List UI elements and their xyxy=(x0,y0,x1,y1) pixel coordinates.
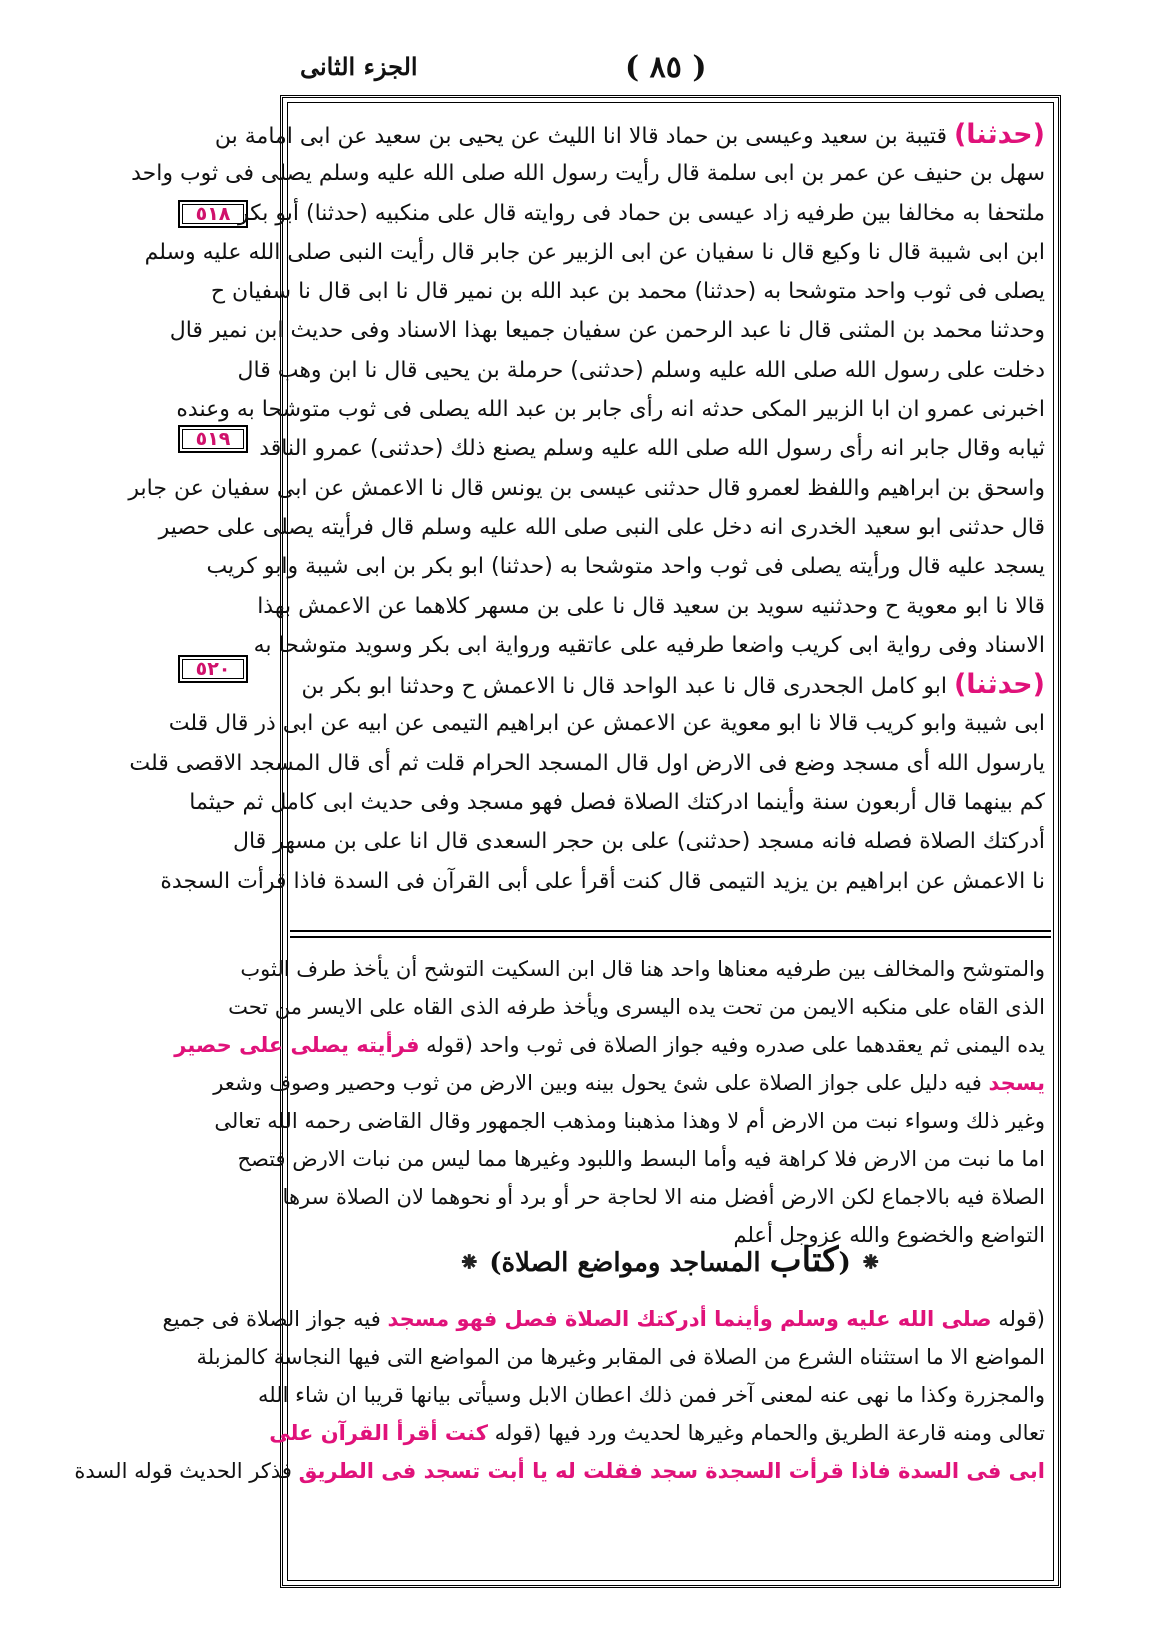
commentary-line-text: الصلاة فيه بالاجماع لكن الارض أفضل منه الا لحاجة حر أو برد أو نحوهما لان الصلاة سرها xyxy=(282,1185,1045,1209)
commentary-highlight: فرأيته يصلى على حصير xyxy=(174,1033,420,1057)
commentary-line-text: فيه دليل على جواز الصلاة على شئ يحول بينه وبين الارض من ثوب وحصير وصوف وشعر xyxy=(213,1071,989,1095)
page-number: ( ٨٥ ) xyxy=(625,50,707,85)
commentary-line xyxy=(240,950,1045,988)
hadith-line-text: ابن ابى شيبة قال نا وكيع قال نا سفيان عن ابى الزبير عن جابر قال رأيت النبى صلى الله عليه وسلم xyxy=(144,239,1045,265)
hadith-line xyxy=(169,311,1045,350)
commentary-line xyxy=(228,988,1045,1026)
commentary2-line-text: والمجزرة وكذا ما نهى عنه لمعنى آخر فمن ذلك اعطان الابل وسيأتى بيانها قريبا ان شاء الله xyxy=(258,1383,1045,1407)
hadith-line xyxy=(257,587,1045,626)
kitab-close-paren: ) xyxy=(489,1248,502,1278)
hadith-line xyxy=(144,233,1045,272)
hadith-line-text: ابى شيبة وابو كريب قالا نا ابو معوية عن الاعمش عن ابراهيم التيمى عن ابيه عن ابى ذر قال قلت xyxy=(168,711,1045,737)
hadith-line-text: دخلت على رسول الله صلى الله عليه وسلم (حدثنى) حرملة بن يحيى قال نا ابن وهب قال xyxy=(237,357,1045,383)
hadith-line xyxy=(238,194,1045,233)
commentary2-line-text: (قوله xyxy=(991,1307,1045,1331)
commentary2-highlight: ابى فى السدة فاذا قرأت السجدة سجد فقلت له يا أبت تسجد فى الطريق xyxy=(298,1459,1045,1483)
hadith-line-text: يصلى فى ثوب واحد متوشحا به (حدثنا) محمد بن عبد الله بن نمير قال نا ابى قال نا سفيان ح xyxy=(210,279,1045,305)
hadith-line-text: اخبرنى عمرو ان ابا الزبير المكى حدثه انه رأى جابر بن عبد الله يصلى فى ثوب متوشحا به وعنده xyxy=(176,397,1045,423)
commentary2-line xyxy=(162,1300,1045,1338)
commentary-text-block-2 xyxy=(74,1300,1045,1570)
commentary-line-text: وغير ذلك وسواء نبت من الارض أم لا وهذا مذهبنا ومذهب الجمهور وقال القاضى رحمه الله تعالى xyxy=(214,1109,1045,1133)
commentary-line xyxy=(237,1140,1045,1178)
commentary2-line xyxy=(74,1452,1045,1490)
margin-number-519: ٥١٩ xyxy=(178,425,248,453)
hadith-line xyxy=(253,626,1045,665)
hadith-line xyxy=(259,429,1045,468)
haddathana-marker: (حدثنا) xyxy=(953,119,1045,150)
margin-number-518: ٥١٨ xyxy=(178,200,248,228)
commentary-line-text: والمتوشح والمخالف بين طرفيه معناها واحد هنا قال ابن السكيت التوشح أن يأخذ طرف الثوب xyxy=(240,957,1045,981)
section-divider xyxy=(290,930,1051,938)
hadith-line xyxy=(176,390,1045,429)
commentary-line-text: اما ما نبت من الارض فلا كراهة فيه وأما البسط واللبود وغيرها مما ليس من نبات الارض فتصح xyxy=(237,1147,1045,1171)
kitab-word: كتاب xyxy=(769,1240,839,1280)
haddathana-marker: (حدثنا) xyxy=(953,669,1045,701)
commentary-line xyxy=(213,1064,1045,1102)
hadith-line-text: الاسناد وفى رواية ابى كريب واضعا طرفيه على عاتقيه ورواية ابى بكر وسويد متوشحا به xyxy=(253,632,1045,658)
hadith-line-text: واسحق بن ابراهيم واللفظ لعمرو قال حدثنى عيسى بن يونس قال نا الاعمش عن ابى سفيان عن جابر xyxy=(128,475,1045,501)
hadith-line xyxy=(129,744,1045,783)
commentary2-line xyxy=(269,1414,1045,1452)
kitab-heading xyxy=(295,1240,1045,1290)
hadith-line xyxy=(210,272,1045,311)
commentary2-line xyxy=(258,1376,1045,1414)
margin-number-520: ٥٢٠ xyxy=(178,655,248,683)
hadith-line-text: وحدثنا محمد بن المثنى قال نا عبد الرحمن عن سفيان جميعا بهذا الاسناد وفى حديث ابن نمير قال xyxy=(169,318,1045,344)
hadith-line xyxy=(232,822,1045,861)
commentary-line-text: التواضع والخضوع والله عزوجل أعلم xyxy=(733,1223,1045,1247)
hadith-line-text: ابو كامل الجحدرى قال نا عبد الواحد قال نا الاعمش ح وحدثنا ابو بكر بن xyxy=(301,674,954,700)
commentary-text-block xyxy=(174,950,1045,1247)
hadith-line xyxy=(128,469,1045,508)
commentary2-line-after: فيه جواز الصلاة فى جميع xyxy=(162,1307,388,1331)
commentary-line xyxy=(214,1102,1045,1140)
commentary2-line-after: فذكر الحديث قوله السدة xyxy=(74,1459,299,1483)
commentary-highlight: يسجد xyxy=(988,1071,1045,1095)
hadith-line xyxy=(237,351,1045,390)
commentary2-line-text: المواضع الا ما استثناه الشرع من الصلاة فى المقابر وغيرها من المواضع التى فيها النجاسة كالمزبلة xyxy=(196,1345,1045,1369)
hadith-line-text: ملتحفا به مخالفا بين طرفيه زاد عيسى بن حماد فى روايته قال على منكبيه (حدثنا) أبو بكر xyxy=(238,200,1045,226)
commentary2-highlight: كنت أقرأ القرآن على xyxy=(269,1421,488,1445)
hadith-line xyxy=(131,154,1045,193)
commentary-line-text: يده اليمنى ثم يعقدهما على صدره وفيه جواز الصلاة فى ثوب واحد (قوله xyxy=(419,1033,1045,1057)
hadith-line xyxy=(295,665,1045,704)
commentary-line xyxy=(282,1178,1045,1216)
commentary2-line-text: تعالى ومنه قارعة الطريق والحمام وغيرها لحديث ورد فيها (قوله xyxy=(487,1421,1045,1445)
kitab-title-text: المساجد ومواضع الصلاة xyxy=(501,1248,770,1278)
hadith-line xyxy=(189,783,1045,822)
hadith-line-text: نا الاعمش عن ابراهيم بن يزيد التيمى قال كنت أقرأ على أبى القرآن فى السدة فاذا قرأت السجدة xyxy=(160,868,1045,894)
commentary2-highlight: صلى الله عليه وسلم وأينما أدركتك الصلاة فصل فهو مسجد xyxy=(387,1307,992,1331)
page-header xyxy=(0,50,1158,90)
hadith-line-text: كم بينهما قال أربعون سنة وأينما ادركتك الصلاة فصل فهو مسجد وفى حديث ابى كامل ثم حيثما xyxy=(189,790,1045,816)
hadith-line xyxy=(214,115,1045,154)
hadith-line xyxy=(206,547,1045,586)
kitab-open-paren: ( xyxy=(838,1248,851,1278)
ornament-star-icon: ⁕ xyxy=(458,1248,481,1278)
hadith-line-text: قتيبة بن سعيد وعيسى بن حماد قالا انا الليث عن يحيى بن سعيد عن ابى امامة بن xyxy=(214,124,954,149)
hadith-line-text: قال حدثنى ابو سعيد الخدرى انه دخل على النبى صلى الله عليه وسلم قال فرأيته يصلى على حصير xyxy=(158,514,1045,540)
hadith-line-text: أدركتك الصلاة فصله فانه مسجد (حدثنى) على بن حجر السعدى قال انا على بن مسهر قال xyxy=(232,829,1045,855)
volume-label: الجزء الثانى xyxy=(300,52,418,81)
hadith-line xyxy=(158,508,1045,547)
commentary2-line xyxy=(196,1338,1045,1376)
hadith-line xyxy=(168,704,1045,743)
hadith-line-text: يارسول الله أى مسجد وضع فى الارض اول قال المسجد الحرام قلت ثم أى قال المسجد الاقصى قلت xyxy=(129,750,1045,776)
ornament-star-icon: ⁕ xyxy=(859,1248,882,1278)
hadith-line-text: ثيابه وقال جابر انه رأى رسول الله صلى الله عليه وسلم يصنع ذلك (حدثنى) عمرو الناقد xyxy=(259,436,1045,462)
commentary-line xyxy=(174,1026,1045,1064)
hadith-line-text: سهل بن حنيف عن عمر بن ابى سلمة قال رأيت رسول الله صلى الله عليه وسلم يصلى فى ثوب واحد xyxy=(131,161,1045,187)
hadith-line-text: قالا نا ابو معوية ح وحدثنيه سويد بن سعيد قال نا على بن مسهر كلاهما عن الاعمش بهذا xyxy=(257,593,1045,619)
hadith-line-text: يسجد عليه قال ورأيته يصلى فى ثوب واحد متوشحا به (حدثنا) ابو بكر بن ابى شيبة وابو كريب xyxy=(206,554,1045,580)
hadith-line xyxy=(160,862,1045,901)
commentary-line-text: الذى القاه على منكبه الايمن من تحت يده اليسرى ويأخذ طرفه الذى القاه على الايسر من تحت xyxy=(228,995,1045,1019)
